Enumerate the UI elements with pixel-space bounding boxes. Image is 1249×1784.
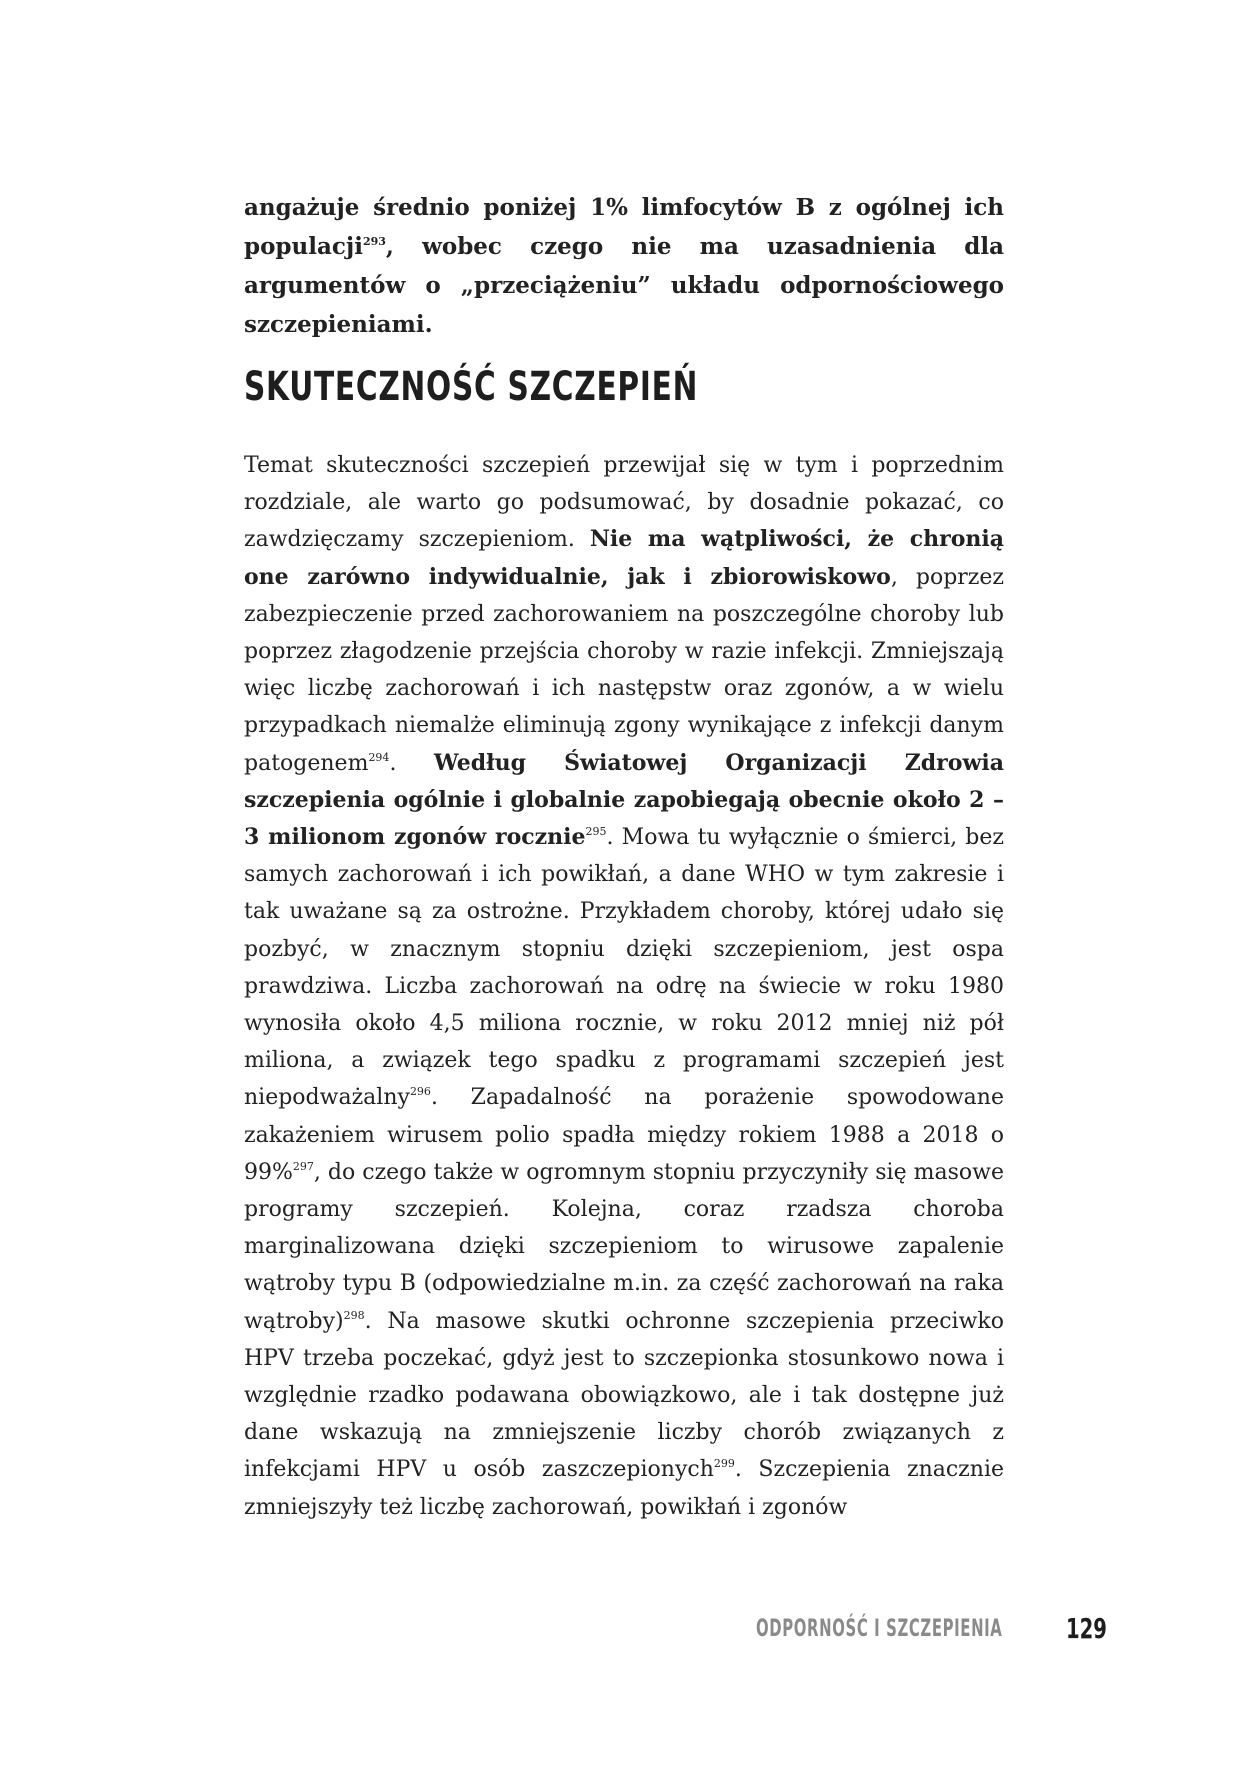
intro-text-1: angażuje średnio poniżej 1% limfocytów B z ogólnej ich populacji (244, 194, 1004, 260)
footnote-ref-296: 296 (409, 1085, 431, 1099)
body-text-5: . Zapadalność na porażenie spowodowane zakażeniem wirusem polio spadła między rokiem 1988 a 2018 o 99% (244, 1085, 1004, 1185)
body-text-1: Temat skuteczności szczepień przewijał się w tym i poprzednim rozdziale, ale warto go podsumować, by dosadnie pokazać, co zawdzięczamy szczepieniom. (244, 453, 1004, 553)
body-text-8: . Szczepienia znacznie zmniejszyły też liczbę zachorowań, powikłań i zgonów (244, 1457, 1004, 1520)
footnote-ref-297: 297 (292, 1159, 314, 1173)
footnote-ref-299: 299 (713, 1457, 735, 1471)
footnote-ref-294: 294 (368, 750, 390, 764)
section-heading: SKUTECZNOŚĆ SZCZEPIEŃ (244, 364, 699, 410)
intro-paragraph (244, 188, 1004, 344)
running-footer-title: ODPORNOŚĆ I SZCZEPIENIA (755, 1614, 1002, 1642)
body-text-4: . Mowa tu wyłącznie o śmierci, bez samych zachorowań i ich powikłań, a dane WHO w tym zakresie i tak uważane są za ostrożne. Przykładem choroby, której udało się pozbyć, w znacznym stopniu dzięki szczepieniom, jest ospa prawdziwa. Liczba zachorowań na odrę na świecie w roku 1980 wynosiła około 4,5 miliona rocznie, w roku 2012 mniej niż pół miliona, a związek tego spadku z programami szczepień jest niepodważalny (244, 825, 1004, 1111)
body-text-6: , do czego także w ogromnym stopniu przyczyniły się masowe programy szczepień. Kolejna, coraz rzadsza choroba marginalizowana dzięki szczepieniom to wirusowe zapalenie wątroby typu B (odpowiedzialne m.in. za część zachorowań na raka wątroby) (244, 1159, 1004, 1334)
bold-statement-2: Według Światowej Organizacji Zdrowia szczepienia ogólnie i globalnie zapobiegają obecnie około 2 – 3 milionom zgonów rocznie (244, 749, 1004, 851)
body-paragraph (244, 447, 1004, 1526)
body-text-2: , poprzez zabezpieczenie przed zachorowaniem na poszczególne choroby lub poprzez złagodzenie przejścia choroby w razie infekcji. Zmniejszają więc liczbę zachorowań i ich następstw oraz zgonów, a w wielu przypadkach niemalże eliminują zgony wynikające z infekcji danym patogenem (244, 564, 1004, 776)
body-text-7: . Na masowe skutki ochronne szczepienia przeciwko HPV trzeba poczekać, gdyż jest to szczepionka stosunkowo nowa i względnie rzadko podawana obowiązkowo, ale i tak dostępne już dane wskazują na zmniejszenie liczby chorób związanych z infekcjami HPV u osób zaszczepionych (244, 1308, 1004, 1483)
footnote-ref-293: 293 (362, 235, 386, 248)
body-text-3: . (389, 750, 434, 776)
bold-statement-1: Nie ma wątpliwości, że chronią one zarówno indywidualnie, jak i zbiorowiskowo (244, 526, 1005, 590)
footnote-ref-295: 295 (585, 825, 607, 839)
page-number: 129 (1066, 1612, 1107, 1645)
footnote-ref-298: 298 (343, 1308, 365, 1322)
intro-text-2: , wobec czego nie ma uzasadnienia dla argumentów o „przeciążeniu” układu odpornościowego szczepieniami. (244, 233, 1004, 338)
